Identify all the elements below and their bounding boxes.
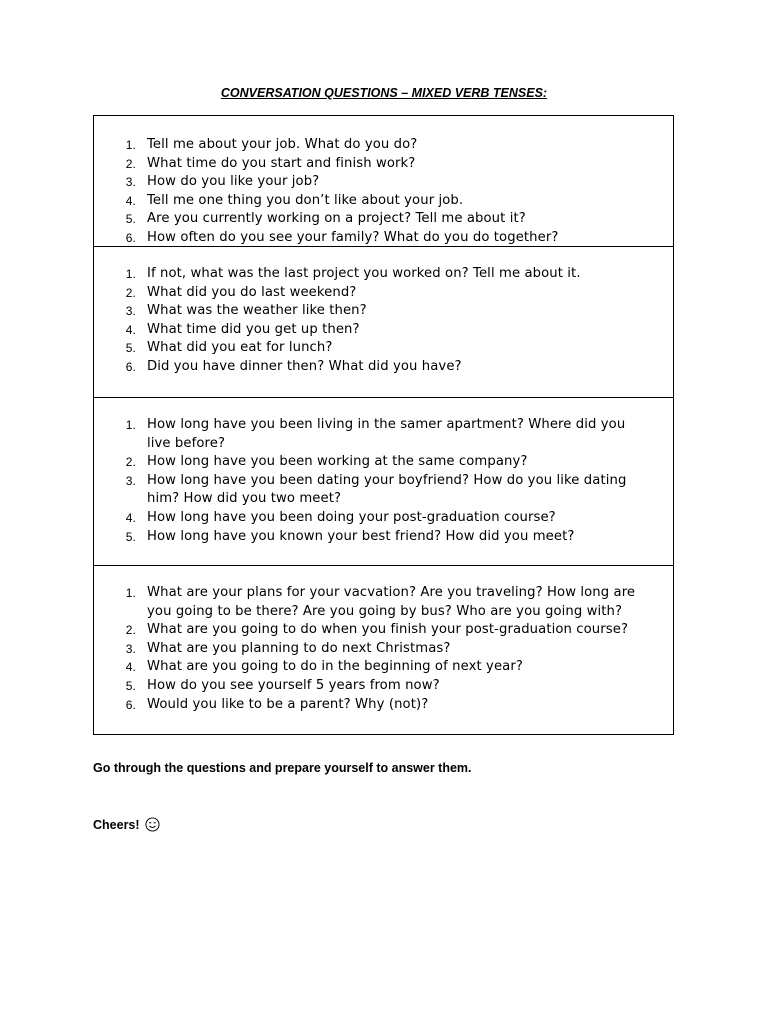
closing-line xyxy=(93,817,160,835)
question-number: 4. xyxy=(125,193,136,208)
question-text: Would you like to be a parent? Why (not)? xyxy=(147,696,429,712)
question-item xyxy=(94,658,673,677)
question-text: What was the weather like then? xyxy=(147,303,367,319)
question-number: 1. xyxy=(125,586,136,600)
question-text: If not, what was the last project you worked on? Tell me about it. xyxy=(147,266,581,281)
question-list xyxy=(94,416,673,546)
question-text: What did you do last weekend? xyxy=(147,284,357,300)
question-number: 6. xyxy=(125,230,136,245)
question-text: What are you going to do in the beginning of next year? xyxy=(147,659,523,675)
question-item xyxy=(94,210,673,229)
question-list xyxy=(94,136,673,248)
question-number: 6. xyxy=(125,697,136,712)
question-section-present xyxy=(94,116,673,247)
question-item xyxy=(94,584,673,621)
question-text: What time do you start and finish work? xyxy=(147,155,416,171)
question-item xyxy=(94,358,673,377)
question-item xyxy=(94,302,673,321)
question-number: 5. xyxy=(125,341,136,356)
page-title: CONVERSATION QUESTIONS – MIXED VERB TENSES: xyxy=(220,86,548,100)
question-section-present-perfect xyxy=(94,398,673,566)
question-text: How long have you been living in the samer apartment? Where did you live before? xyxy=(147,417,626,451)
question-text: What are your plans for your vacvation? Are you traveling? How long are you going to be there? Are you going by bus? Who are you going with? xyxy=(147,585,636,619)
question-number: 3. xyxy=(125,473,136,488)
question-item xyxy=(94,284,673,303)
question-number: 2. xyxy=(125,285,136,300)
question-number: 2. xyxy=(125,623,136,638)
question-number: 4. xyxy=(125,510,136,525)
question-number: 5. xyxy=(125,678,136,693)
question-text: How often do you see your family? What do you do together? xyxy=(147,229,559,245)
question-item xyxy=(94,192,673,211)
question-number: 5. xyxy=(125,529,136,544)
question-number: 2. xyxy=(125,156,136,171)
question-number: 1. xyxy=(125,418,136,432)
smiley-icon xyxy=(145,817,160,835)
question-item xyxy=(94,640,673,659)
question-item xyxy=(94,229,673,248)
question-list xyxy=(94,265,673,377)
question-item xyxy=(94,677,673,696)
question-number: 3. xyxy=(125,304,136,319)
question-item xyxy=(94,136,673,155)
question-number: 4. xyxy=(125,322,136,337)
question-text: What are you planning to do next Christmas? xyxy=(147,640,451,656)
question-number: 3. xyxy=(125,175,136,190)
question-number: 4. xyxy=(125,660,136,675)
question-text: What did you eat for lunch? xyxy=(147,340,333,356)
question-item xyxy=(94,621,673,640)
question-item xyxy=(94,509,673,528)
closing-text: Cheers! xyxy=(93,818,140,832)
question-text: Did you have dinner then? What did you have? xyxy=(147,358,462,374)
question-text: How do you like your job? xyxy=(147,174,320,190)
question-item xyxy=(94,696,673,715)
questions-table xyxy=(93,115,674,735)
question-text: What are you going to do when you finish your post-graduation course? xyxy=(147,622,629,638)
question-text: Tell me about your job. What do you do? xyxy=(147,137,418,152)
question-text: Are you currently working on a project? Tell me about it? xyxy=(147,211,526,227)
question-item xyxy=(94,173,673,192)
question-section-past xyxy=(94,247,673,398)
question-text: Tell me one thing you don’t like about your job. xyxy=(147,192,464,208)
question-text: How do you see yourself 5 years from now? xyxy=(147,677,440,693)
question-item xyxy=(94,453,673,472)
question-text: How long have you been doing your post-graduation course? xyxy=(147,509,556,525)
question-item xyxy=(94,339,673,358)
question-list xyxy=(94,584,673,714)
question-item xyxy=(94,321,673,340)
question-number: 6. xyxy=(125,359,136,374)
instruction-text: Go through the questions and prepare yourself to answer them. xyxy=(93,761,472,775)
question-number: 3. xyxy=(125,641,136,656)
question-item xyxy=(94,416,673,453)
question-item xyxy=(94,528,673,547)
question-text: How long have you known your best friend? How did you meet? xyxy=(147,528,575,544)
question-item xyxy=(94,155,673,174)
question-number: 2. xyxy=(125,455,136,470)
question-item xyxy=(94,472,673,509)
question-section-future xyxy=(94,566,673,734)
question-number: 5. xyxy=(125,212,136,227)
question-text: How long have you been working at the same company? xyxy=(147,454,528,470)
question-number: 1. xyxy=(125,138,136,152)
question-text: How long have you been dating your boyfriend? How do you like dating him? How did you two meet? xyxy=(147,472,627,507)
question-item xyxy=(94,265,673,284)
question-text: What time did you get up then? xyxy=(147,321,360,337)
question-number: 1. xyxy=(125,267,136,281)
